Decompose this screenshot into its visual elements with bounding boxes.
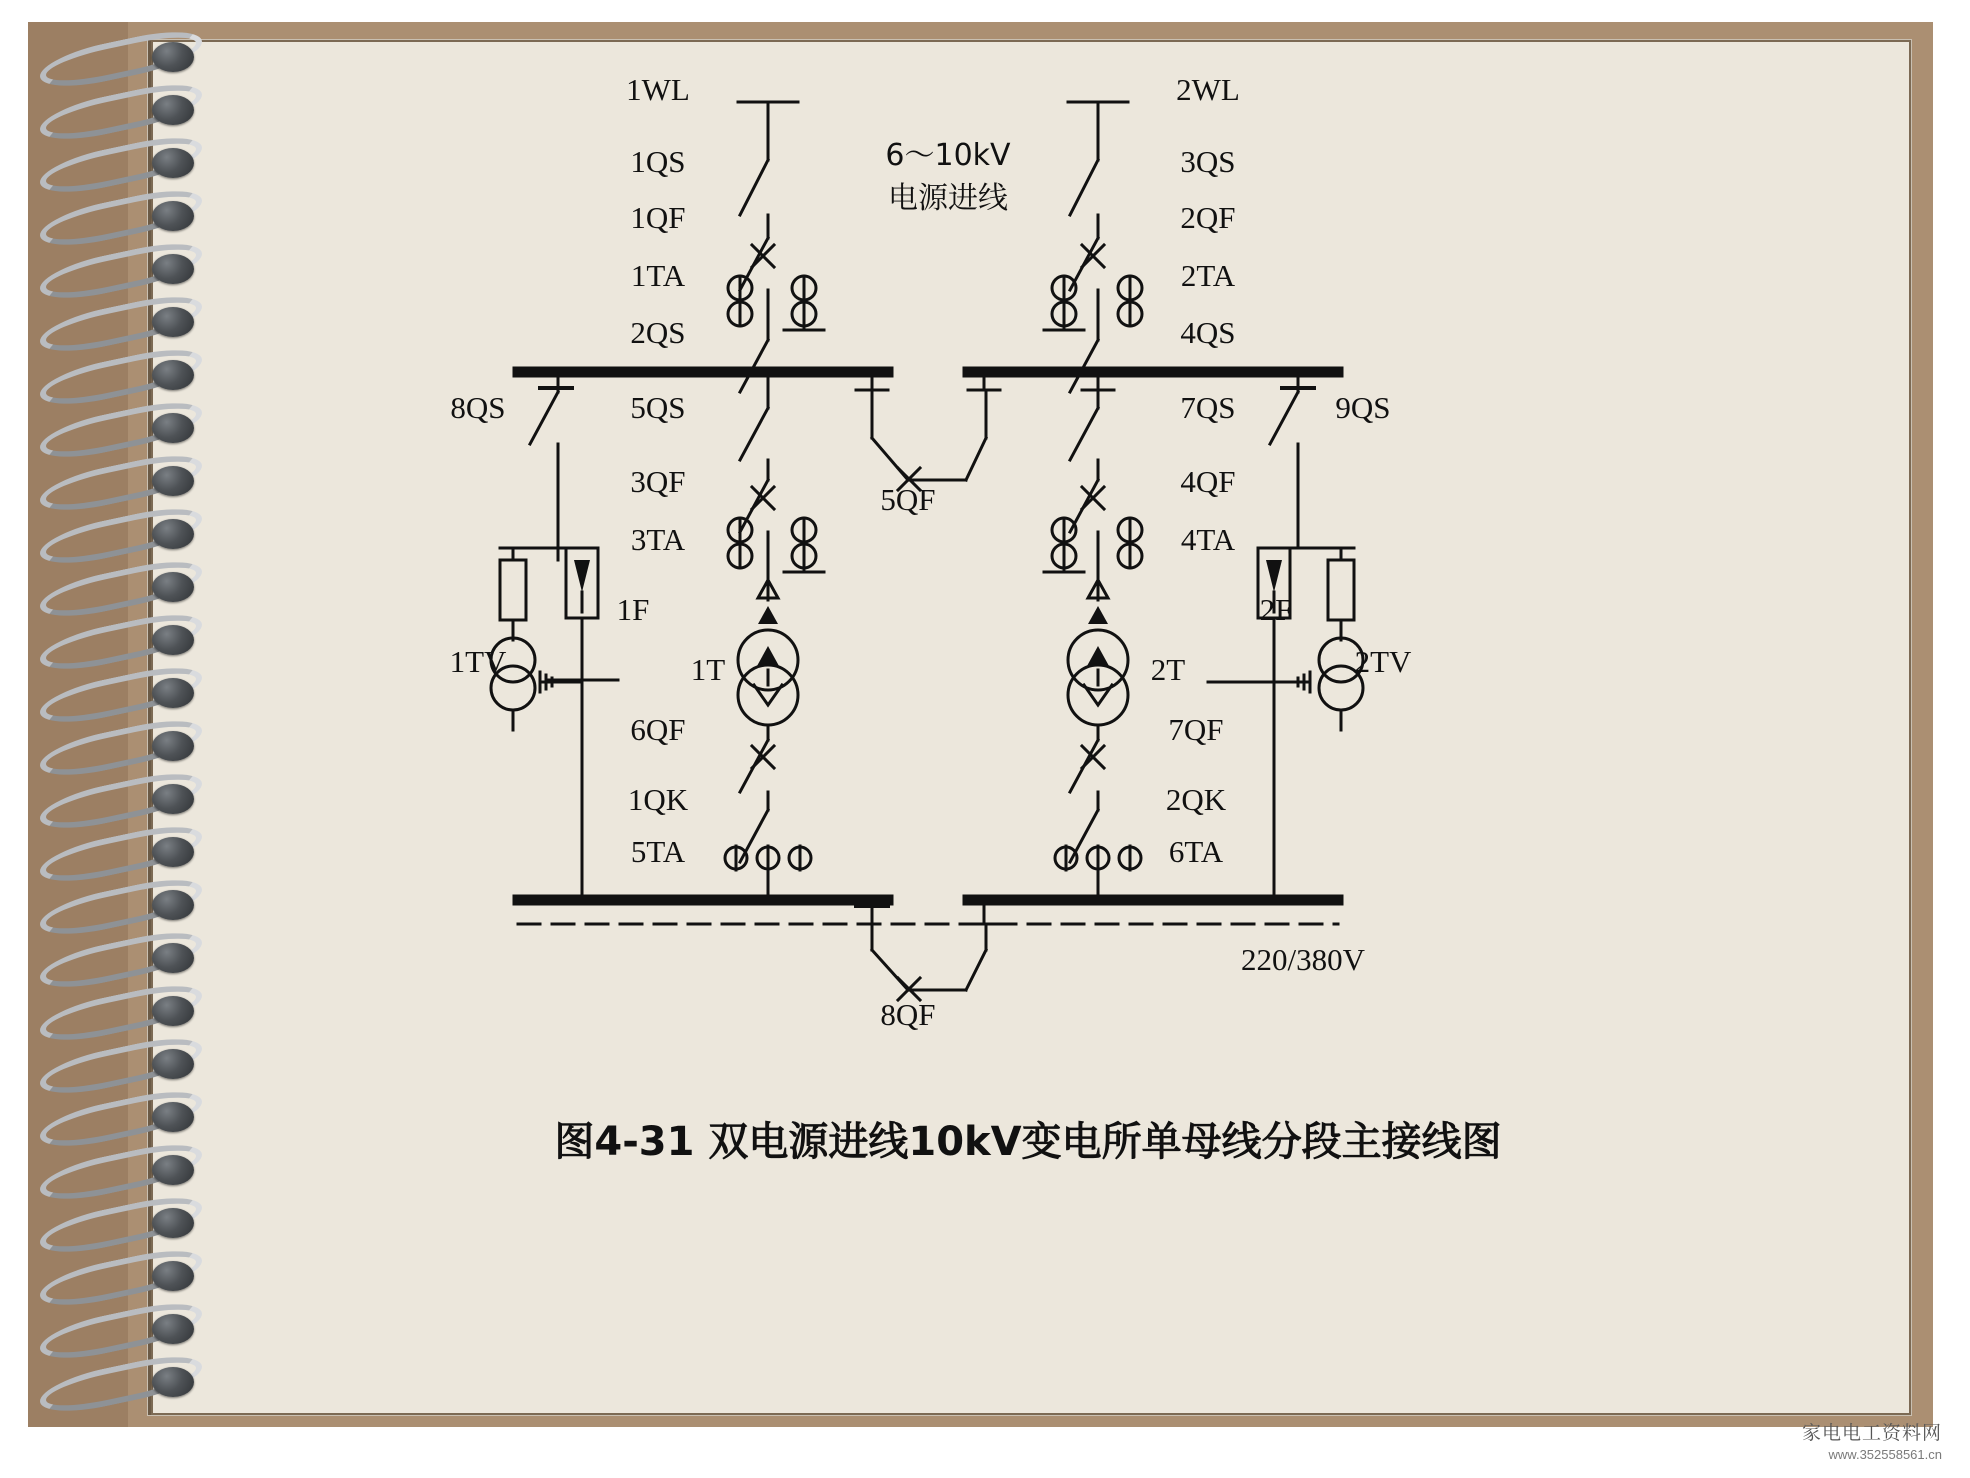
watermark-url: www.352558561.cn — [1828, 1447, 1942, 1462]
component-label-5qs: 5QS — [630, 390, 686, 425]
component-label-2ta: 2TA — [1180, 258, 1236, 293]
component-label-8qf: 8QF — [880, 997, 936, 1032]
component-label-1qf: 1QF — [630, 200, 686, 235]
component-label-2qs: 2QS — [630, 315, 686, 350]
component-label-1f: 1F — [616, 592, 650, 627]
source-label-line2: 电源进线 — [888, 181, 1008, 216]
component-label-1tv: 1TV — [449, 644, 507, 679]
component-label-5qf: 5QF — [880, 482, 936, 517]
component-label-1ta: 1TA — [630, 258, 686, 293]
component-label-2f: 2F — [1259, 592, 1293, 627]
component-label-4ta: 4TA — [1180, 522, 1236, 557]
component-label-2tv: 2TV — [1354, 644, 1412, 679]
component-label-4qs: 4QS — [1180, 315, 1236, 350]
component-label-2qk: 2QK — [1165, 782, 1227, 817]
component-label-6ta: 6TA — [1168, 834, 1224, 869]
component-label-1qk: 1QK — [627, 782, 689, 817]
secondary-voltage-label: 220/380V — [1241, 942, 1365, 977]
component-label-2t: 2T — [1150, 652, 1186, 687]
component-label-6qf: 6QF — [630, 712, 686, 747]
figure-caption: 图4-31 双电源进线10kV变电所单母线分段主接线图 — [554, 1119, 1502, 1165]
component-label-2qf: 2QF — [1180, 200, 1236, 235]
watermark — [1802, 1418, 1942, 1462]
component-label-3qf: 3QF — [630, 464, 686, 499]
component-label-7qs: 7QS — [1180, 390, 1236, 425]
component-label-3ta: 3TA — [630, 522, 686, 557]
component-label-2wl: 2WL — [1176, 72, 1240, 107]
component-label-7qf: 7QF — [1168, 712, 1224, 747]
component-label-1t: 1T — [690, 652, 726, 687]
component-label-4qf: 4QF — [1180, 464, 1236, 499]
watermark-title: 家电电工资料网 — [1801, 1423, 1942, 1444]
component-label-1wl: 1WL — [626, 72, 690, 107]
schematic-diagram — [148, 40, 1908, 1415]
source-label-line1: 6～10kV — [885, 138, 1011, 173]
component-label-1qs: 1QS — [630, 144, 686, 179]
component-label-9qs: 9QS — [1335, 390, 1391, 425]
component-label-5ta: 5TA — [630, 834, 686, 869]
component-label-8qs: 8QS — [450, 390, 506, 425]
component-label-3qs: 3QS — [1180, 144, 1236, 179]
